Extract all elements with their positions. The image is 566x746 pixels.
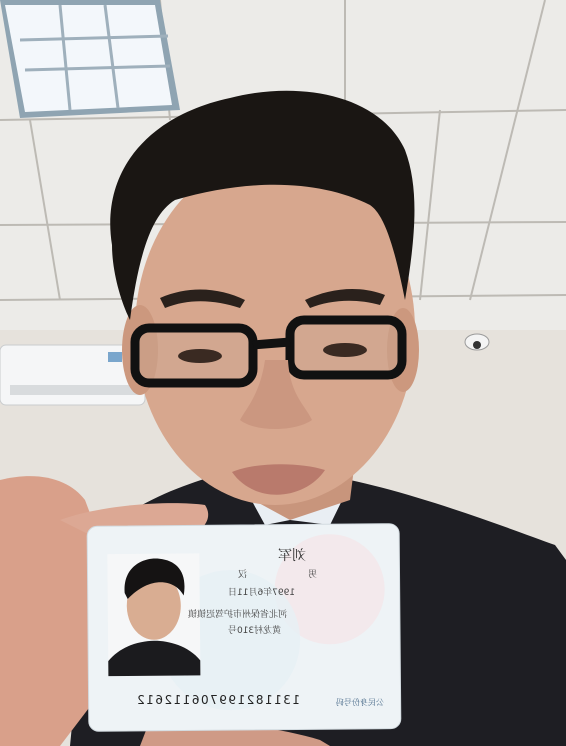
id-card: [87, 524, 401, 732]
id-address-2: 黄龙村310号: [228, 626, 282, 636]
id-birth: 1997年6月11日: [228, 588, 296, 598]
camera-dome: [465, 334, 489, 350]
id-number: 131182199706112612: [135, 693, 300, 707]
id-name: 刘军: [278, 548, 306, 564]
id-sex: 男: [308, 570, 318, 580]
eye-right: [323, 343, 367, 357]
id-address-1: 河北省保州市护驾迟镇镇: [188, 610, 288, 620]
id-portrait: [107, 553, 200, 676]
ceiling-light: [0, 0, 180, 118]
id-ethnicity: 汉: [238, 570, 248, 580]
id-number-label: 公民身份号码: [336, 698, 384, 707]
eye-left: [178, 349, 222, 363]
